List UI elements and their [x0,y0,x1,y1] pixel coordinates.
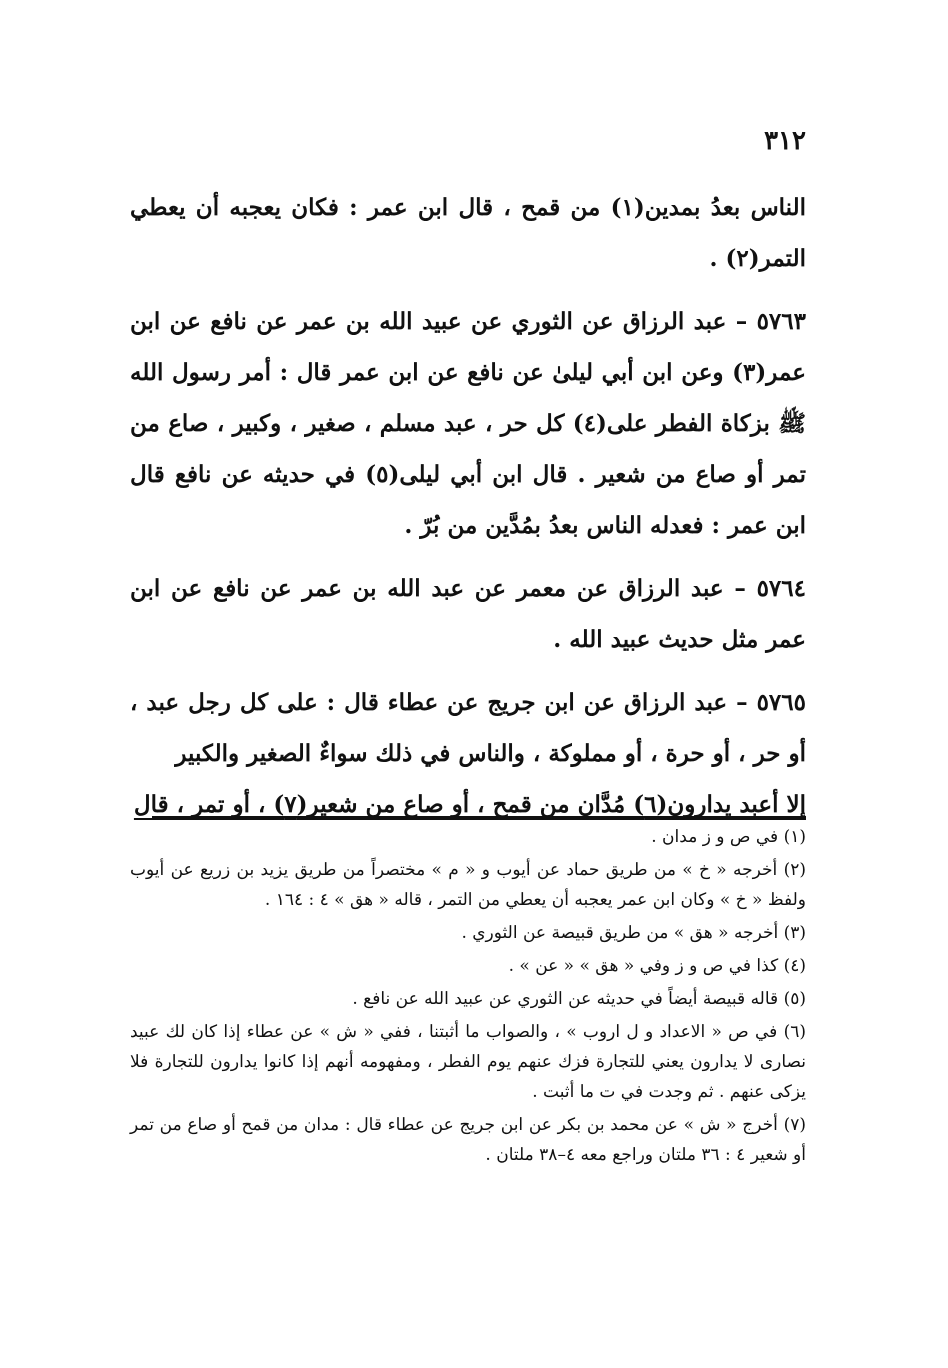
footnote-3: (٣) أخرجه « هق » من طريق قبيصة عن الثوري . [461,923,806,943]
main-text [130,182,806,830]
footnotes [130,822,806,1173]
footnote-2: (٢) أخرجه « خ » من طريق حماد عن أيوب و « م » مختصراً من طريق يزيد بن زريع عن أيوب ولفظ « خ » وكان ابن عمر يعجبه أن يعطي من التمر ، قاله « هق » ٤ : ١٦٤ . [130,860,806,910]
paragraph-5765-text: ٥٧٦٥ – عبد الرزاق عن ابن جريج عن عطاء قال : على كل رجل عبد ، أو حر ، أو حرة ، أو مملوكة ، والناس في ذلك سواءٌ الصغير والكبير [130,689,806,767]
footnote-4: (٤) كذا في ص و ز وفي « هق » « عن » . [508,956,806,976]
footnote-7: (٧) أخرج « ش » عن محمد بن بكر عن ابن جريج عن عطاء قال : مدان من قمح أو صاع من تمر أو شعير ٤ : ٣٦ ملتان وراجع معه ٤–٣٨ ملتان . [130,1115,806,1165]
paragraph-5763: ٥٧٦٣ – عبد الرزاق عن الثوري عن عبيد الله بن عمر عن نافع عن ابن عمر(٣) وعن ابن أبي ليلىٰ عن نافع عن ابن عمر قال : أمر رسول الله ﷺ بزكاة الفطر على(٤) كل حر ، عبد مسلم ، صغير ، وكبير ، صاع من تمر أو صاع من شعير . قال ابن أبي ليلى(٥) في حديثه عن نافع قال ابن عمر : فعدله الناس بعدُ بمُدَّين من بُرّ . [130,308,806,539]
paragraph-continuation: الناس بعدُ بمدين(١) من قمح ، قال ابن عمر : فكان يعجبه أن يعطي التمر(٢) . [130,194,806,272]
footnote-1: (١) في ص و ز مدان . [651,827,806,847]
paragraph-5765-last-line: إلا أعبد يدارون(٦) مُدَّان من قمح ، أو صاع من شعير(٧) ، أو تمر ، قال [133,791,806,818]
footnote-separator [152,816,806,818]
paragraph-5765 [130,677,806,830]
paragraph-5764: ٥٧٦٤ – عبد الرزاق عن معمر عن عبد الله بن عمر عن نافع عن ابن عمر مثل حديث عبيد الله . [130,575,806,653]
footnote-5: (٥) قاله قبيصة أيضاً في حديثه عن الثوري عن عبيد الله عن نافع . [352,989,806,1009]
footnote-6: (٦) في ص « الاعداد و ل اروب » ، والصواب ما أثبتنا ، ففي « ش » عن عطاء إذا كان لك عبيد نصارى لا يدارون يعني للتجارة فزك عنهم يوم الفطر ، ومفهومه أنهم إذا كانوا يدارون للتجارة فلا يزكى عنهم . ثم وجدت في ت ما أثبت . [130,1022,806,1102]
page-number: ٣١٢ [764,126,806,156]
